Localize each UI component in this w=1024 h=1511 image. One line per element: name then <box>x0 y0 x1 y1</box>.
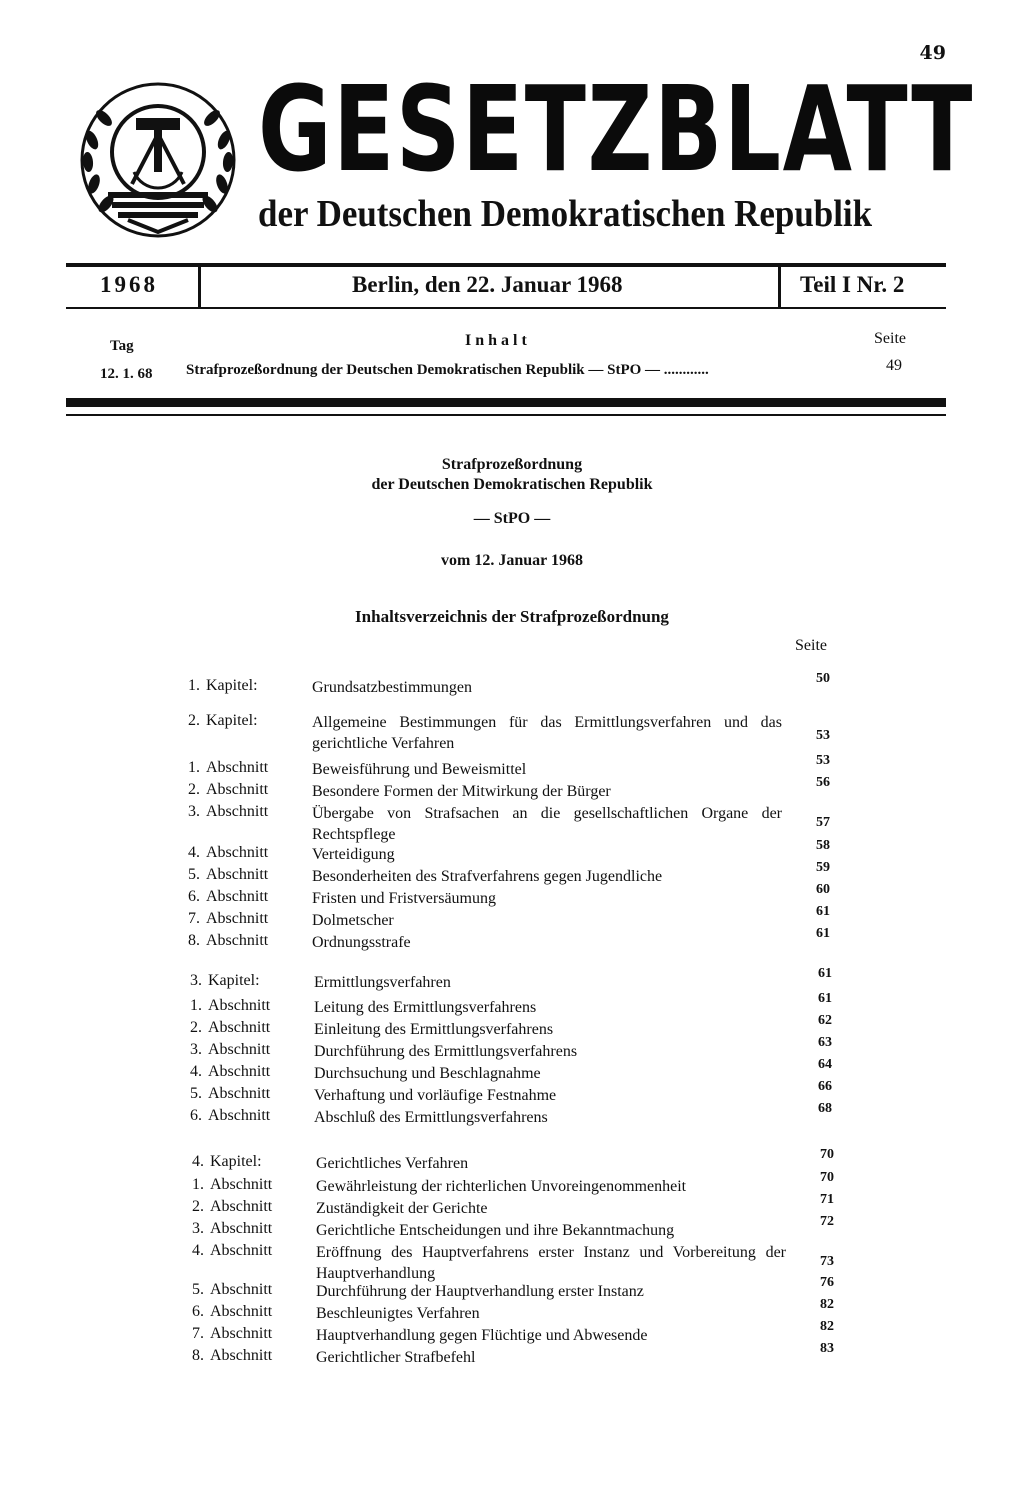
toc-label: Abschnitt <box>206 844 269 861</box>
header-divider <box>778 267 781 307</box>
toc-page: 82 <box>820 1319 834 1334</box>
issue-date: Berlin, den 22. Januar 1968 <box>352 272 623 297</box>
toc-number: 3. <box>188 803 200 820</box>
toc-title: Leitung des Ermittlungsverfahrens <box>314 999 537 1016</box>
toc-label: Abschnitt <box>210 1220 273 1237</box>
toc-page: 61 <box>816 904 830 919</box>
toc-page: 59 <box>816 860 830 875</box>
contents-entry-text: Strafprozeßordnung der Deutschen Demokratischen Republik — StPO — ............ <box>186 362 709 378</box>
toc-page: 68 <box>818 1101 832 1116</box>
toc-page: 61 <box>818 991 832 1006</box>
toc-label: Kapitel: <box>210 1153 262 1170</box>
toc-page: 53 <box>816 753 830 768</box>
toc-label: Abschnitt <box>210 1281 273 1298</box>
toc-label: Abschnitt <box>210 1303 273 1320</box>
toc-label: Kapitel: <box>206 677 258 694</box>
toc-number: 8. <box>188 932 200 949</box>
toc-title: Zuständigkeit der Gerichte <box>316 1200 488 1217</box>
masthead-subtitle: der Deutschen Demokratischen Republik <box>258 193 873 235</box>
toc-page: 70 <box>820 1170 834 1185</box>
toc-page: 76 <box>820 1275 834 1290</box>
toc-number: 4. <box>190 1063 202 1080</box>
contents-col-day: Tag <box>110 338 134 354</box>
toc-label: Kapitel: <box>206 712 258 729</box>
document-title-line2: der Deutschen Demokratischen Republik <box>371 476 653 493</box>
toc-number: 4. <box>192 1153 204 1170</box>
toc-title: Ermittlungsverfahren <box>314 974 451 991</box>
toc-number: 2. <box>190 1019 202 1036</box>
toc-number: 4. <box>192 1242 204 1259</box>
toc-label: Abschnitt <box>208 1063 271 1080</box>
toc-title: Abschluß des Ermittlungsverfahrens <box>314 1109 548 1126</box>
toc-label: Abschnitt <box>210 1347 273 1364</box>
toc-title: Beschleunigtes Verfahren <box>316 1305 480 1322</box>
toc-number: 3. <box>190 1041 202 1058</box>
toc-number: 1. <box>192 1176 204 1193</box>
toc-page: 83 <box>820 1341 834 1356</box>
toc-title: Verteidigung <box>312 846 395 863</box>
contents-rule-thin <box>66 414 946 416</box>
toc-title: Durchsuchung und Beschlagnahme <box>314 1065 541 1082</box>
toc-label: Abschnitt <box>206 781 269 798</box>
toc-title: Hauptverhandlung gegen Flüchtige und Abwesende <box>316 1327 648 1344</box>
toc-page: 60 <box>816 882 830 897</box>
toc-title: Beweisführung und Beweismittel <box>312 761 527 778</box>
toc-page: 82 <box>820 1297 834 1312</box>
toc-page: 57 <box>816 815 830 830</box>
issue-year: 1968 <box>100 272 158 297</box>
toc-page: 50 <box>816 671 830 686</box>
toc-label: Abschnitt <box>210 1176 273 1193</box>
toc-label: Abschnitt <box>208 1019 271 1036</box>
toc-title: Durchführung des Ermittlungsverfahrens <box>314 1043 578 1060</box>
toc-page: 62 <box>818 1013 832 1028</box>
toc-label: Abschnitt <box>208 1107 271 1124</box>
contents-entry-page: 49 <box>886 357 902 374</box>
toc-number: 1. <box>188 759 200 776</box>
toc-page: 61 <box>818 966 832 981</box>
toc-page: 56 <box>816 775 830 790</box>
toc-title: Ordnungsstrafe <box>312 934 411 951</box>
toc-label: Kapitel: <box>208 972 260 989</box>
toc-title: Besondere Formen der Mitwirkung der Bürger <box>312 783 611 800</box>
toc-title: Fristen und Fristversäumung <box>312 890 496 907</box>
toc-page: 53 <box>816 728 830 743</box>
toc-page: 58 <box>816 838 830 853</box>
toc-label: Abschnitt <box>206 803 269 820</box>
toc-number: 7. <box>192 1325 204 1342</box>
contents-entry-day: 12. 1. 68 <box>100 366 153 382</box>
toc-title: Allgemeine Bestimmungen für das Ermittlungsverfahren und das gerichtliche Verfahren <box>312 714 782 752</box>
toc-label: Abschnitt <box>206 910 269 927</box>
toc-title: Gerichtliche Entscheidungen und ihre Bekanntmachung <box>316 1222 675 1239</box>
toc-title: Gerichtlicher Strafbefehl <box>316 1349 476 1366</box>
toc-page: 71 <box>820 1192 834 1207</box>
toc-page: 66 <box>818 1079 832 1094</box>
toc-number: 6. <box>188 888 200 905</box>
toc-label: Abschnitt <box>206 932 269 949</box>
toc-page: 70 <box>820 1147 834 1162</box>
toc-label: Abschnitt <box>210 1242 273 1259</box>
toc-number: 1. <box>190 997 202 1014</box>
state-emblem <box>78 80 238 240</box>
toc-title: Eröffnung des Hauptverfahrens erster Instanz und Vorbereitung der Hauptverhandlung <box>316 1244 786 1282</box>
toc-number: 2. <box>188 712 200 729</box>
toc-number: 5. <box>188 866 200 883</box>
toc-number: 1. <box>188 677 200 694</box>
toc-title: Gerichtliches Verfahren <box>316 1155 469 1172</box>
toc-label: Abschnitt <box>206 759 269 776</box>
toc-label: Abschnitt <box>210 1325 273 1342</box>
issue-part: Teil I Nr. 2 <box>800 272 905 297</box>
toc-number: 5. <box>192 1281 204 1298</box>
document-date: vom 12. Januar 1968 <box>441 552 583 569</box>
toc-title: Übergabe von Strafsachen an die gesellschaftlichen Organe der Rechtspflege <box>312 805 782 843</box>
toc-heading: Inhaltsverzeichnis der Strafprozeßordnung <box>355 607 669 626</box>
toc-number: 2. <box>188 781 200 798</box>
toc-title: Besonderheiten des Strafverfahrens gegen Jugendliche <box>312 868 663 885</box>
toc-number: 6. <box>190 1107 202 1124</box>
toc-title: Verhaftung und vorläufige Festnahme <box>314 1087 557 1104</box>
toc-page-column-label: Seite <box>795 637 827 654</box>
toc-label: Abschnitt <box>208 997 271 1014</box>
toc-label: Abschnitt <box>206 866 269 883</box>
page-number: 49 <box>919 42 946 64</box>
header-rule-bottom <box>66 307 946 309</box>
contents-col-content: Inhalt <box>465 332 531 349</box>
toc-number: 8. <box>192 1347 204 1364</box>
toc-title: Dolmetscher <box>312 912 394 929</box>
header-divider <box>198 267 201 307</box>
toc-label: Abschnitt <box>206 888 269 905</box>
toc-number: 2. <box>192 1198 204 1215</box>
masthead-title: GESETZBLATT <box>258 60 974 198</box>
contents-col-page: Seite <box>874 330 906 347</box>
toc-label: Abschnitt <box>208 1085 271 1102</box>
toc-number: 4. <box>188 844 200 861</box>
contents-rule-thick <box>66 398 946 407</box>
toc-page: 64 <box>818 1057 832 1072</box>
toc-page: 73 <box>820 1254 834 1269</box>
toc-number: 3. <box>190 972 202 989</box>
toc-page: 72 <box>820 1214 834 1229</box>
document-title: Strafprozeßordnung <box>441 456 583 473</box>
toc-label: Abschnitt <box>208 1041 271 1058</box>
toc-number: 3. <box>192 1220 204 1237</box>
toc-title: Grundsatzbestimmungen <box>312 679 472 696</box>
toc-title: Einleitung des Ermittlungsverfahrens <box>314 1021 554 1038</box>
toc-number: 5. <box>190 1085 202 1102</box>
toc-page: 61 <box>816 926 830 941</box>
toc-title: Gewährleistung der richterlichen Unvoreingenommenheit <box>316 1178 687 1195</box>
toc-title: Durchführung der Hauptverhandlung erster Instanz <box>316 1283 644 1300</box>
toc-number: 6. <box>192 1303 204 1320</box>
toc-page: 63 <box>818 1035 832 1050</box>
document-abbreviation: — StPO — <box>473 510 551 527</box>
toc-label: Abschnitt <box>210 1198 273 1215</box>
toc-number: 7. <box>188 910 200 927</box>
